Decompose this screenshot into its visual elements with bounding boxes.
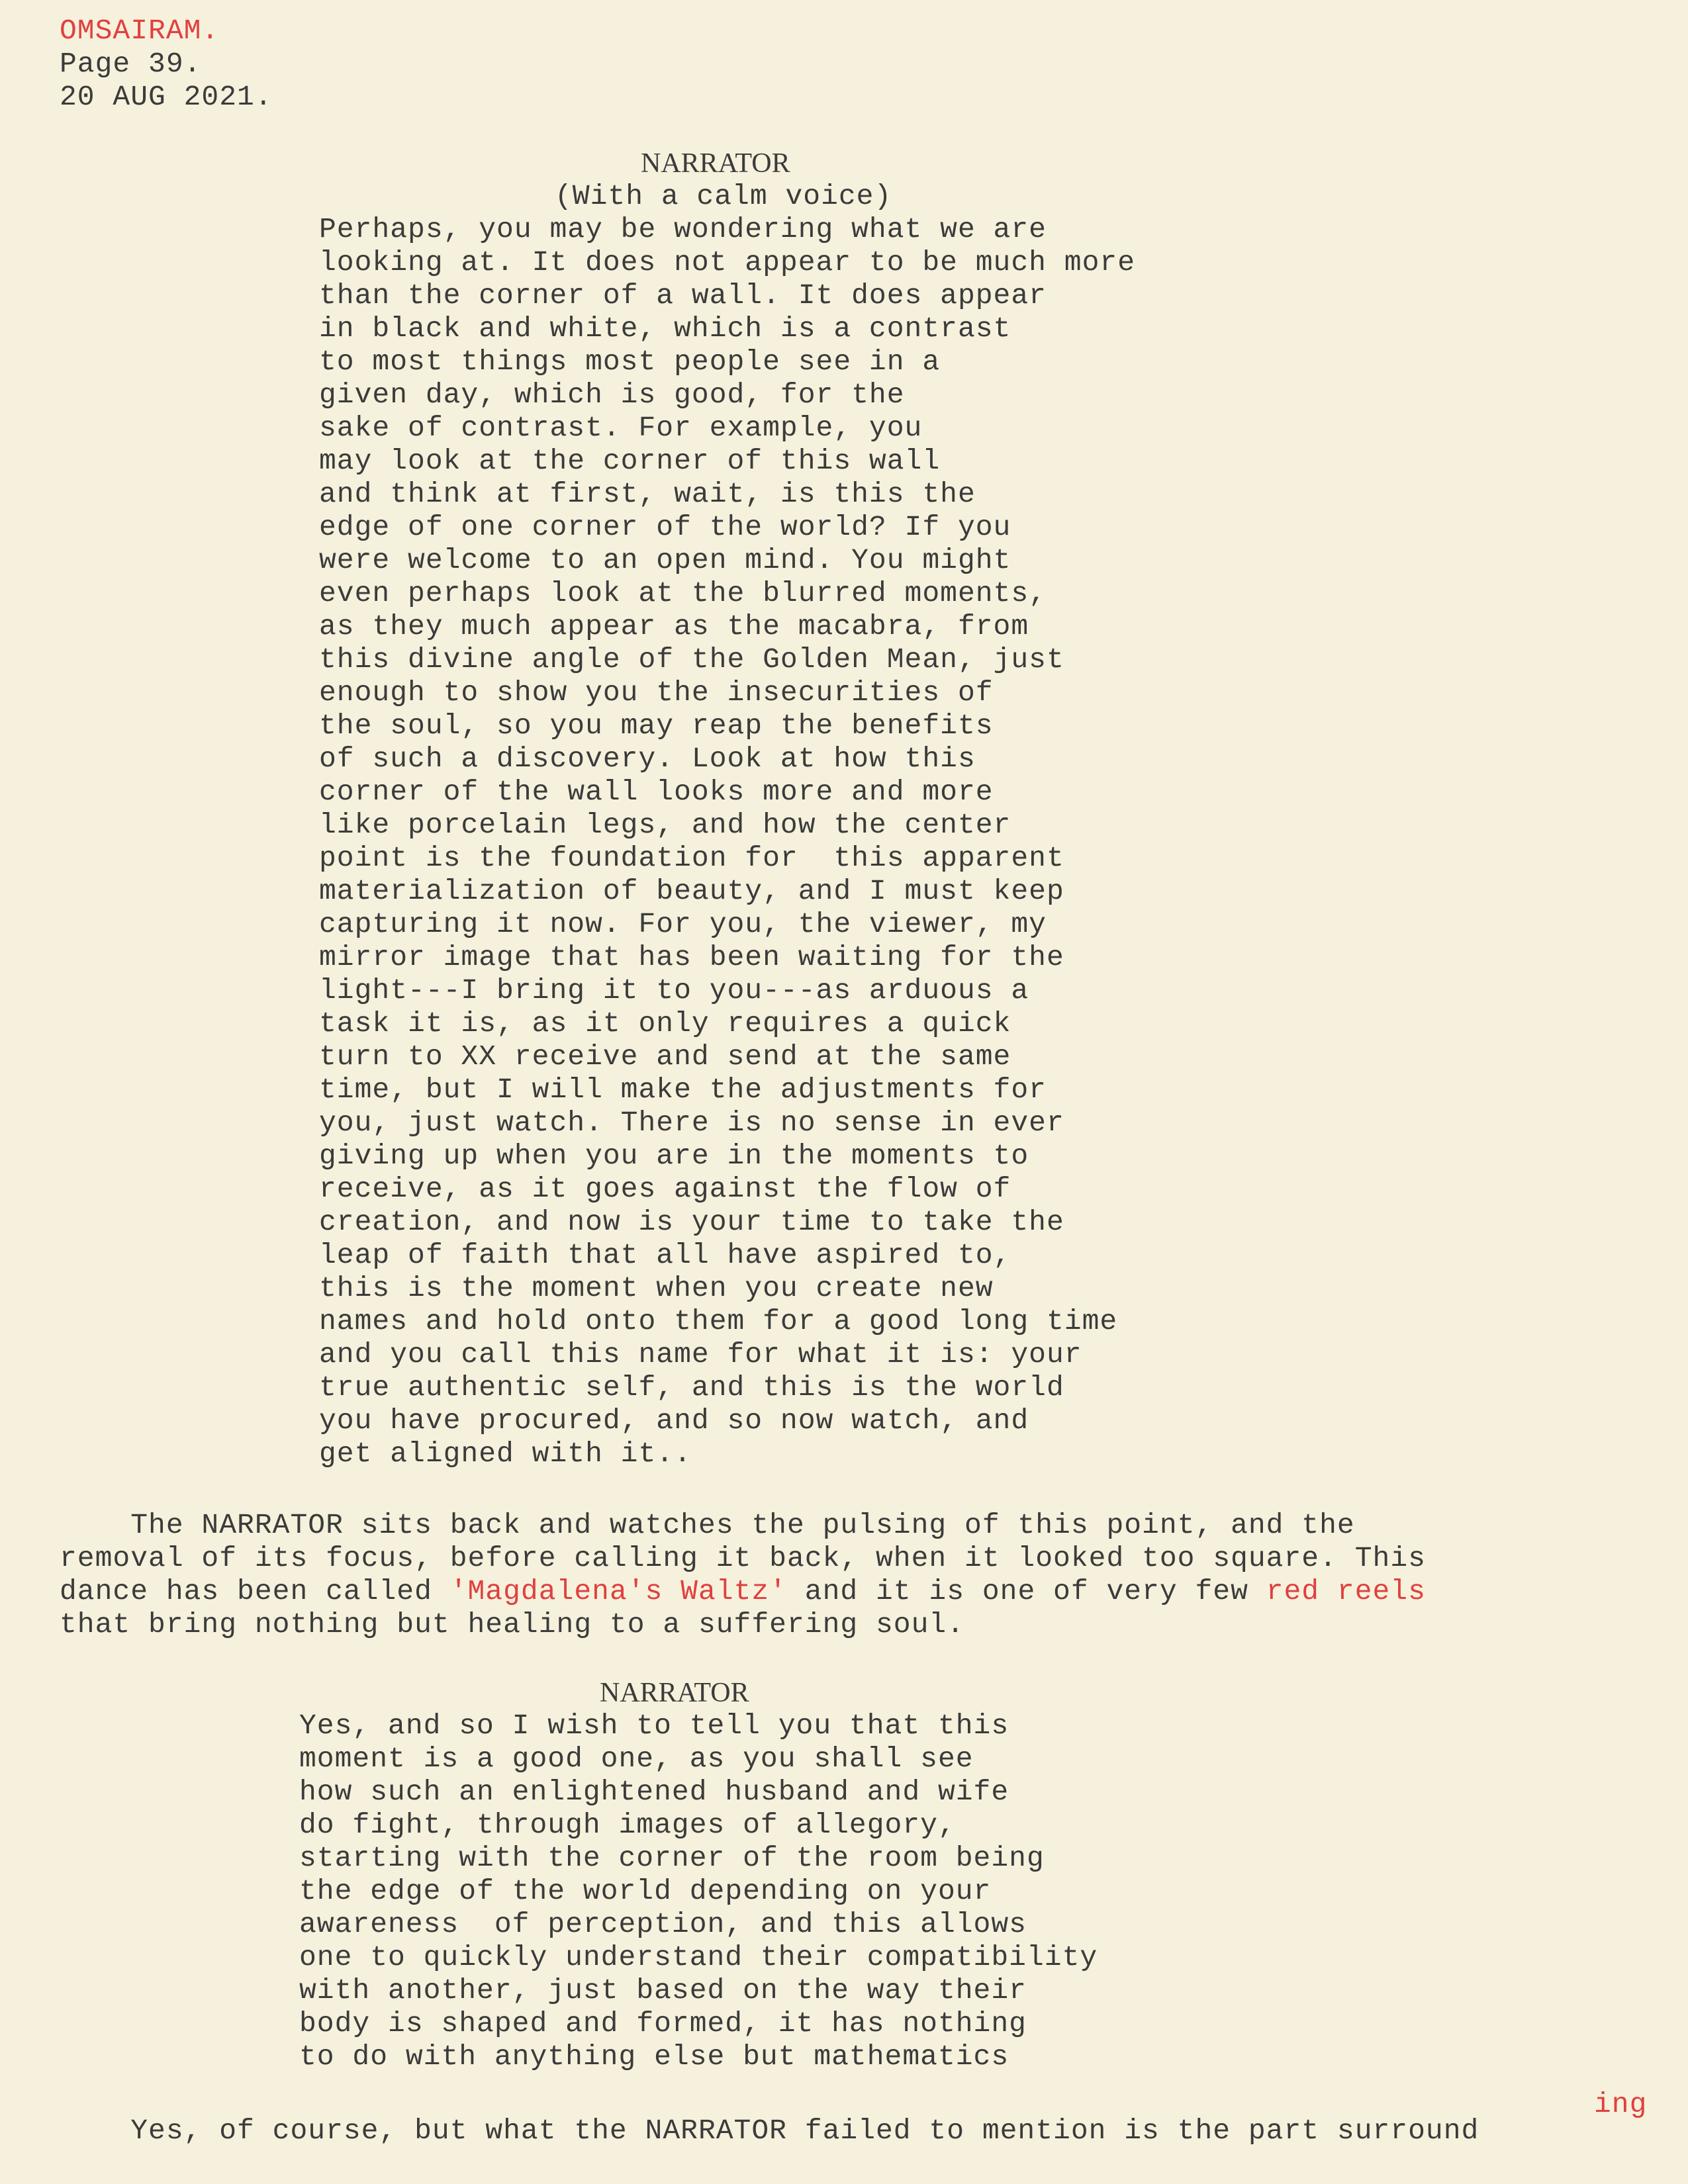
dialogue-line: how such an enlightened husband and wife	[299, 1776, 1009, 1808]
dialogue-line: and you call this name for what it is: your	[319, 1338, 1082, 1371]
page-header	[60, 15, 273, 114]
dialogue-line: point is the foundation for this apparent	[319, 842, 1064, 874]
dialogue-line: do fight, through images of allegory,	[299, 1809, 956, 1841]
dialogue-line: this divine angle of the Golden Mean, just	[319, 643, 1064, 676]
dialogue-line: with another, just based on the way their	[299, 1974, 1027, 2007]
dialogue-line: one to quickly understand their compatibility	[299, 1941, 1098, 1974]
dialogue-line: of such a discovery. Look at how this	[319, 743, 976, 775]
highlighted-phrase: red reels	[1266, 1575, 1426, 1608]
om-sairam-heading: OMSAIRAM.	[60, 15, 220, 47]
dialogue-line: corner of the wall looks more and more	[319, 776, 994, 808]
action-text: and it is one of very few	[786, 1575, 1266, 1608]
action-line: that bring nothing but healing to a suffering soul.	[60, 1608, 965, 1641]
dialogue-line: in black and white, which is a contrast	[319, 312, 1011, 345]
dialogue-line: time, but I will make the adjustments for	[319, 1073, 1047, 1106]
dialogue-line: Perhaps, you may be wondering what we are	[319, 213, 1047, 246]
dialogue-line: task it is, as it only requires a quick	[319, 1007, 1011, 1040]
dialogue-line: this is the moment when you create new	[319, 1272, 994, 1304]
dialogue-line: body is shaped and formed, it has nothing	[299, 2007, 1027, 2040]
continuing-action-line: Yes, of course, but what the NARRATOR failed to mention is the part surround	[60, 2115, 1479, 2147]
dialogue-line: you have procured, and so now watch, and	[319, 1404, 1029, 1437]
parenthetical: (With a calm voice)	[555, 180, 892, 212]
dialogue-line: enough to show you the insecurities of	[319, 676, 994, 709]
dialogue-line: given day, which is good, for the	[319, 379, 905, 411]
page-date: 20 AUG 2021.	[60, 81, 273, 113]
dialogue-line: receive, as it goes against the flow of	[319, 1173, 1011, 1205]
speaker-cue-1: NARRATOR	[641, 148, 790, 179]
dialogue-line: like porcelain legs, and how the center	[319, 809, 1011, 841]
dialogue-line: giving up when you are in the moments to	[319, 1140, 1029, 1172]
dialogue-line: awareness of perception, and this allows	[299, 1908, 1027, 1940]
dialogue-line: materialization of beauty, and I must keep	[319, 875, 1064, 907]
dialogue-line: may look at the corner of this wall	[319, 445, 941, 477]
action-block	[60, 1509, 1426, 1641]
dialogue-block-2	[299, 1709, 1098, 2073]
dialogue-block-1	[319, 213, 1135, 1471]
dialogue-line: to most things most people see in a	[319, 345, 941, 378]
dialogue-line: looking at. It does not appear to be much more	[319, 246, 1135, 279]
speaker-cue-2: NARRATOR	[600, 1678, 749, 1708]
dialogue-line: mirror image that has been waiting for the	[319, 941, 1064, 974]
dialogue-line: to do with anything else but mathematics	[299, 2040, 1009, 2073]
action-line	[60, 1575, 1426, 1608]
dialogue-line: get aligned with it..	[319, 1437, 692, 1470]
dialogue-line: capturing it now. For you, the viewer, my	[319, 908, 1047, 940]
dialogue-line: creation, and now is your time to take the	[319, 1206, 1064, 1238]
dialogue-line: light---I bring it to you---as arduous a	[319, 974, 1029, 1007]
dialogue-line: edge of one corner of the world? If you	[319, 511, 1011, 543]
dialogue-line: were welcome to an open mind. You might	[319, 544, 1011, 576]
dialogue-line: turn to XX receive and send at the same	[319, 1040, 1011, 1073]
action-text: dance has been called	[60, 1575, 450, 1608]
dialogue-line: the edge of the world depending on your	[299, 1875, 992, 1907]
dialogue-line: even perhaps look at the blurred moments,	[319, 577, 1047, 610]
dialogue-line: true authentic self, and this is the world	[319, 1371, 1064, 1404]
action-line: The NARRATOR sits back and watches the pulsing of this point, and the	[60, 1509, 1355, 1541]
handwritten-insert: ing	[1594, 2088, 1648, 2120]
dialogue-line: starting with the corner of the room being	[299, 1842, 1045, 1874]
action-line: removal of its focus, before calling it back, when it looked too square. This	[60, 1542, 1426, 1574]
dialogue-line: as they much appear as the macabra, from	[319, 610, 1029, 643]
dialogue-line: than the corner of a wall. It does appear	[319, 279, 1047, 312]
dialogue-line: the soul, so you may reap the benefits	[319, 709, 994, 742]
page-number: Page 39.	[60, 48, 202, 80]
dialogue-line: Yes, and so I wish to tell you that this	[299, 1709, 1009, 1742]
dialogue-line: sake of contrast. For example, you	[319, 412, 923, 444]
dialogue-line: names and hold onto them for a good long time	[319, 1305, 1118, 1338]
highlighted-title: 'Magdalena's Waltz'	[449, 1575, 787, 1608]
dialogue-line: leap of faith that all have aspired to,	[319, 1239, 1011, 1271]
dialogue-line: you, just watch. There is no sense in ever	[319, 1107, 1064, 1139]
dialogue-line: and think at first, wait, is this the	[319, 478, 976, 510]
dialogue-line: moment is a good one, as you shall see	[299, 1743, 974, 1775]
